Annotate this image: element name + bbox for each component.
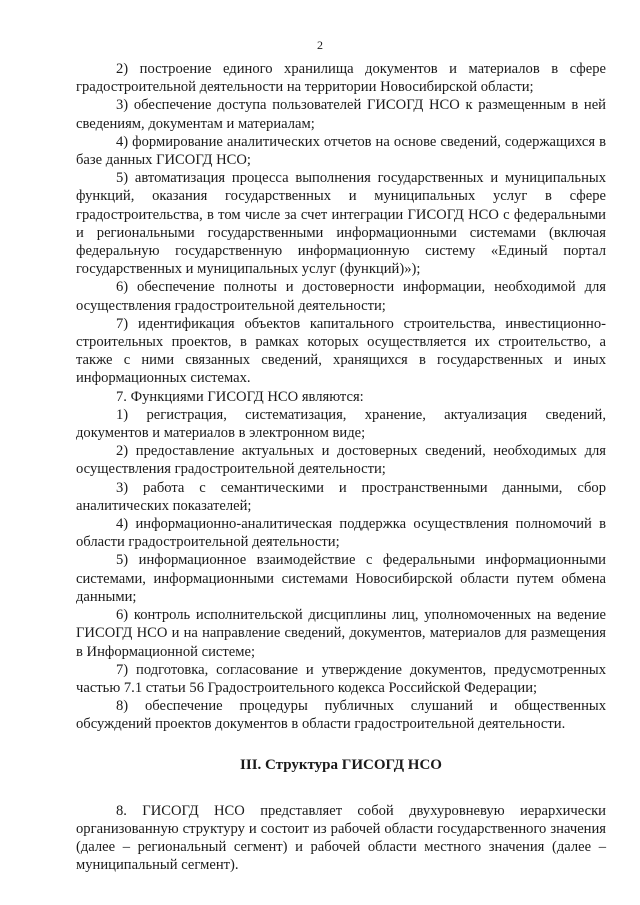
page-number: 2 (317, 38, 323, 52)
list-item: 2) предоставление актуальных и достоверных сведений, необходимых для осуществления градостроительной деятельности; (76, 443, 606, 478)
list-item: 3) работа с семантическими и пространственными данными, сбор аналитических показателей; (76, 479, 606, 514)
list-item: 6) контроль исполнительской дисциплины лиц, уполномоченных на ведение ГИСОГД НСО и на направление сведений, документов, материалов для размещения в Информационной системе; (76, 607, 606, 660)
clause-7-intro: 7. Функциями ГИСОГД НСО являются: (116, 388, 364, 405)
section-heading: III. Структура ГИСОГД НСО (240, 756, 442, 773)
list-item: 5) информационное взаимодействие с федеральными информационными системами, информационными системами Новосибирской области путем обмена данными; (76, 552, 606, 605)
list-item: 2) построение единого хранилища документов и материалов в сфере градостроительной деятельности на территории Новосибирской области; (76, 61, 606, 96)
list-item: 7) идентификация объектов капитального строительства, инвестиционно-строительных проектов, в рамках которых осуществляется их строительство, а также с ними связанных сведений, хранящихся в государственных и иных информационных системах. (76, 315, 606, 387)
list-item: 5) автоматизация процесса выполнения государственных и муниципальных функций, оказания государственных и муниципальных услуг в сфере градостроительства, в том числе за счет интеграции ГИСОГД НСО с федеральными и региональными государственными информационными системами (включая федеральную государственную информационную систему «Единый портал государственных и муниципальных услуг (функций)»); (76, 170, 606, 278)
list-item: 8) обеспечение процедуры публичных слушаний и общественных обсуждений проектов документов в области градостроительной деятельности. (76, 698, 606, 733)
list-item: 3) обеспечение доступа пользователей ГИСОГД НСО к размещенным в ней сведениям, документам и материалам; (76, 97, 606, 132)
document-body (76, 60, 606, 874)
list-item: 7) подготовка, согласование и утверждение документов, предусмотренных частью 7.1 статьи 56 Градостроительного кодекса Российской Федерации; (76, 661, 606, 696)
list-item: 1) регистрация, систематизация, хранение, актуализация сведений, документов и материалов в электронном виде; (76, 406, 606, 442)
clause-8: 8. ГИСОГД НСО представляет собой двухуровневую иерархически организованную структуру и состоит из рабочей области государственного значения (далее – региональный сегмент) и рабочей области местного значения (далее – муниципальный сегмент). (76, 802, 606, 874)
list-item: 6) обеспечение полноты и достоверности информации, необходимой для осуществления градостроительной деятельности; (76, 279, 606, 314)
list-item: 4) формирование аналитических отчетов на основе сведений, содержащихся в базе данных ГИСОГД НСО; (76, 133, 606, 169)
list-item: 4) информационно-аналитическая поддержка осуществления полномочий в области градостроительной деятельности; (76, 516, 606, 551)
